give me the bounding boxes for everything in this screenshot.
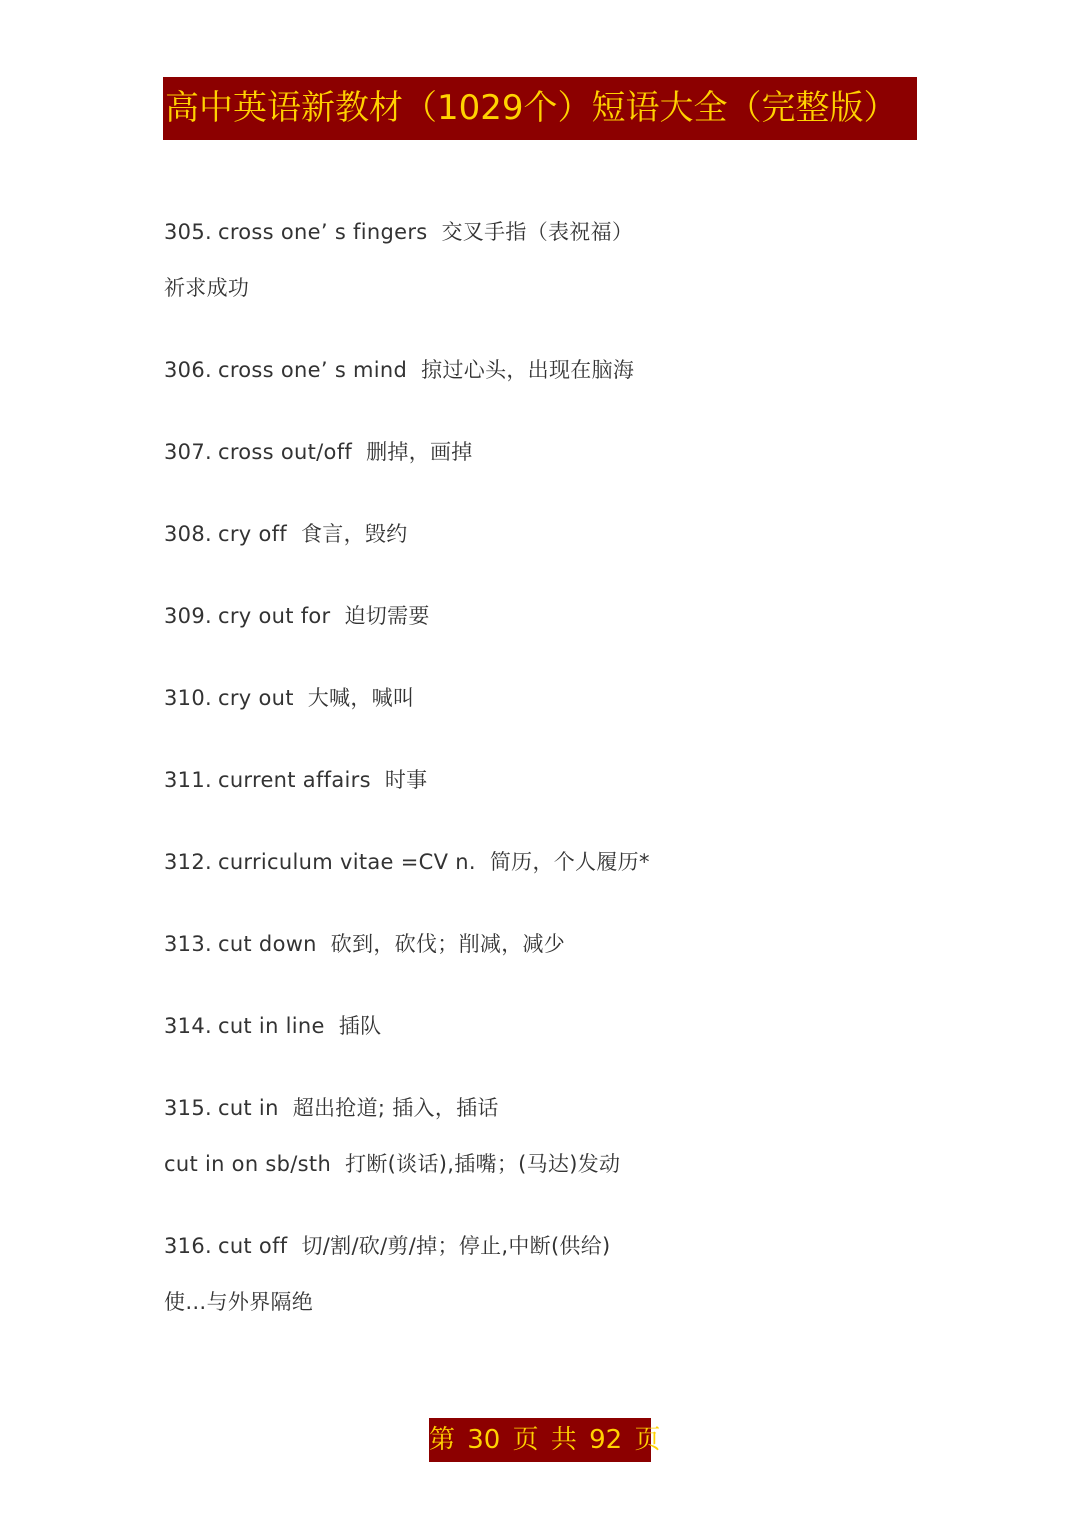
phrase-entry-314 xyxy=(164,1012,381,1040)
phrase-entry-310 xyxy=(164,684,414,712)
entry-number: 313. xyxy=(164,932,212,956)
entry-english: cry out xyxy=(217,686,294,710)
entry-number: 316. xyxy=(164,1234,212,1258)
entry-english: cross one’ s fingers xyxy=(217,220,428,244)
entry-english: cut in line xyxy=(217,1014,325,1038)
entry-chinese-continuation: 祈求成功 xyxy=(164,276,250,300)
entry-english-continuation: cut in on sb/sth xyxy=(164,1152,332,1176)
entry-english: cross out/off xyxy=(217,440,353,464)
entry-chinese: 砍到，砍伐；削减，减少 xyxy=(330,932,566,956)
entry-chinese: 大喊，喊叫 xyxy=(307,686,415,710)
phrase-entry-316 xyxy=(164,1232,611,1260)
page-number-banner xyxy=(429,1418,661,1462)
entry-number: 305. xyxy=(164,220,212,244)
entry-english: cry out for xyxy=(217,604,331,628)
entry-english: cut off xyxy=(217,1234,288,1258)
entry-english: curriculum vitae =CV n. xyxy=(217,850,476,874)
entry-number: 311. xyxy=(164,768,212,792)
phrase-entry-315 xyxy=(164,1094,499,1122)
phrase-entry-308 xyxy=(164,520,408,548)
page-number: 第 30 页 共 92 页 xyxy=(429,1425,661,1455)
phrase-entry-307 xyxy=(164,438,473,466)
entry-english: cut down xyxy=(217,932,317,956)
document-title: 高中英语新教材（1029个）短语大全（完整版） xyxy=(165,88,898,128)
phrase-entry-313 xyxy=(164,930,565,958)
entry-english: cry off xyxy=(217,522,287,546)
entry-chinese: 迫切需要 xyxy=(344,604,430,628)
phrase-entry-316-continuation xyxy=(164,1288,313,1316)
phrase-entry-305 xyxy=(164,218,633,246)
entry-chinese: 掠过心头，出现在脑海 xyxy=(421,358,635,382)
entry-number: 310. xyxy=(164,686,212,710)
entry-chinese: 插队 xyxy=(338,1014,382,1038)
phrase-entry-315-continuation xyxy=(164,1150,620,1178)
phrase-entry-311 xyxy=(164,766,427,794)
phrase-entry-309 xyxy=(164,602,430,630)
entry-number: 315. xyxy=(164,1096,212,1120)
entry-number: 312. xyxy=(164,850,212,874)
entry-chinese-continuation: 打断(谈话),插嘴；(马达)发动 xyxy=(345,1152,621,1176)
entry-number: 307. xyxy=(164,440,212,464)
entry-number: 308. xyxy=(164,522,212,546)
entry-number: 309. xyxy=(164,604,212,628)
entry-english: cross one’ s mind xyxy=(217,358,408,382)
entry-chinese: 食言，毁约 xyxy=(301,522,408,546)
entry-chinese: 简历，个人履历* xyxy=(489,850,650,874)
entry-chinese: 时事 xyxy=(384,768,428,792)
document-title-banner xyxy=(163,77,917,140)
phrase-entry-306 xyxy=(164,356,634,384)
entry-chinese: 删掉，画掉 xyxy=(366,440,473,464)
entry-chinese-continuation: 使…与外界隔绝 xyxy=(164,1290,314,1314)
entry-number: 306. xyxy=(164,358,212,382)
phrase-entry-305-continuation xyxy=(164,274,249,302)
entry-chinese: 超出抢道; 插入，插话 xyxy=(292,1096,499,1120)
phrase-entry-312 xyxy=(164,848,650,876)
entry-english: cut in xyxy=(217,1096,279,1120)
entry-english: current affairs xyxy=(217,768,371,792)
entry-chinese: 切/割/砍/剪/掉；停止,中断(供给) xyxy=(301,1234,611,1258)
entry-number: 314. xyxy=(164,1014,212,1038)
entry-chinese: 交叉手指（表祝福） xyxy=(441,220,634,244)
